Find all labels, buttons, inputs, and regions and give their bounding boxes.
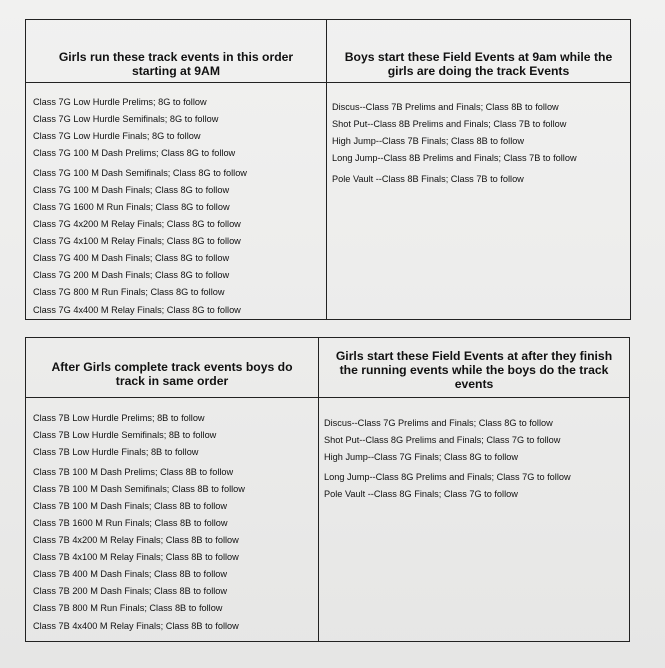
boys-field-heading: Boys start these Field Events at 9am while the girls are doing the track Events (327, 45, 630, 83)
girls-track-event: Class 7G 100 M Dash Finals; Class 8G to follow (33, 185, 230, 195)
boys-track-event: Class 7B 4x100 M Relay Finals; Class 8B to follow (33, 552, 239, 562)
girls-field-event: Discus--Class 7G Prelims and Finals; Class 8G to follow (324, 418, 553, 428)
boys-field-column (327, 20, 630, 319)
girls-track-heading: Girls run these track events in this order starting at 9AM (26, 45, 326, 83)
girls-field-event: Long Jump--Class 8G Prelims and Finals; Class 7G to follow (324, 472, 571, 482)
boys-track-event: Class 7B 100 M Dash Finals; Class 8B to follow (33, 501, 228, 511)
boys-track-event: Class 7B 800 M Run Finals; Class 8B to follow (33, 603, 223, 613)
girls-track-event: Class 7G 4x100 M Relay Finals; Class 8G to follow (33, 236, 241, 246)
boys-track-event: Class 7B Low Hurdle Prelims; 8B to follow (33, 413, 205, 423)
girls-track-event: Class 7G Low Hurdle Semifinals; 8G to follow (33, 114, 219, 124)
boys-field-event: Pole Vault --Class 8B Finals; Class 7B to follow (332, 174, 524, 184)
boys-track-event: Class 7B 100 M Dash Prelims; Class 8B to follow (33, 467, 234, 477)
girls-field-heading: Girls start these Field Events at after they finish the running events while the boys do the track events (319, 342, 629, 398)
boys-track-event: Class 7B Low Hurdle Semifinals; 8B to follow (33, 430, 217, 440)
girls-track-event: Class 7G 100 M Dash Semifinals; Class 8G to follow (33, 168, 247, 178)
boys-field-event: High Jump--Class 7B Finals; Class 8B to follow (332, 136, 524, 146)
girls-field-event: High Jump--Class 7G Finals; Class 8G to follow (324, 452, 519, 462)
girls-track-event: Class 7G 1600 M Run Finals; Class 8G to follow (33, 202, 230, 212)
girls-field-event: Pole Vault --Class 8G Finals; Class 7G to follow (324, 489, 518, 499)
girls-track-event: Class 7G 4x400 M Relay Finals; Class 8G to follow (33, 305, 241, 315)
girls-field-column (319, 338, 629, 641)
boys-track-event: Class 7B 100 M Dash Semifinals; Class 8B to follow (33, 484, 245, 494)
boys-track-event: Class 7B 4x400 M Relay Finals; Class 8B to follow (33, 621, 239, 631)
boys-track-heading: After Girls complete track events boys do track in same order (26, 351, 318, 398)
boys-field-event: Long Jump--Class 8B Prelims and Finals; Class 7B to follow (332, 153, 577, 163)
boys-track-column (26, 338, 319, 641)
boys-track-event: Class 7B 200 M Dash Finals; Class 8B to follow (33, 586, 228, 596)
boys-track-event: Class 7B 1600 M Run Finals; Class 8B to follow (33, 518, 228, 528)
boys-field-event: Shot Put--Class 8B Prelims and Finals; Class 7B to follow (332, 119, 567, 129)
girls-track-event: Class 7G 4x200 M Relay Finals; Class 8G to follow (33, 219, 241, 229)
girls-track-event: Class 7G 800 M Run Finals; Class 8G to follow (33, 287, 225, 297)
girls-track-event: Class 7G 100 M Dash Prelims; Class 8G to follow (33, 148, 236, 158)
boys-track-event: Class 7B 4x200 M Relay Finals; Class 8B to follow (33, 535, 239, 545)
girls-track-event: Class 7G 200 M Dash Finals; Class 8G to follow (33, 270, 230, 280)
girls-track-event: Class 7G Low Hurdle Prelims; 8G to follow (33, 97, 207, 107)
girls-field-event: Shot Put--Class 8G Prelims and Finals; Class 7G to follow (324, 435, 561, 445)
boys-track-event: Class 7B Low Hurdle Finals; 8B to follow (33, 447, 199, 457)
bottom-schedule-box (25, 337, 630, 642)
girls-track-event: Class 7G Low Hurdle Finals; 8G to follow (33, 131, 201, 141)
boys-field-event: Discus--Class 7B Prelims and Finals; Class 8B to follow (332, 102, 559, 112)
girls-track-event: Class 7G 400 M Dash Finals; Class 8G to follow (33, 253, 230, 263)
girls-track-column (26, 20, 327, 319)
boys-track-event: Class 7B 400 M Dash Finals; Class 8B to follow (33, 569, 228, 579)
top-schedule-box (25, 19, 631, 320)
